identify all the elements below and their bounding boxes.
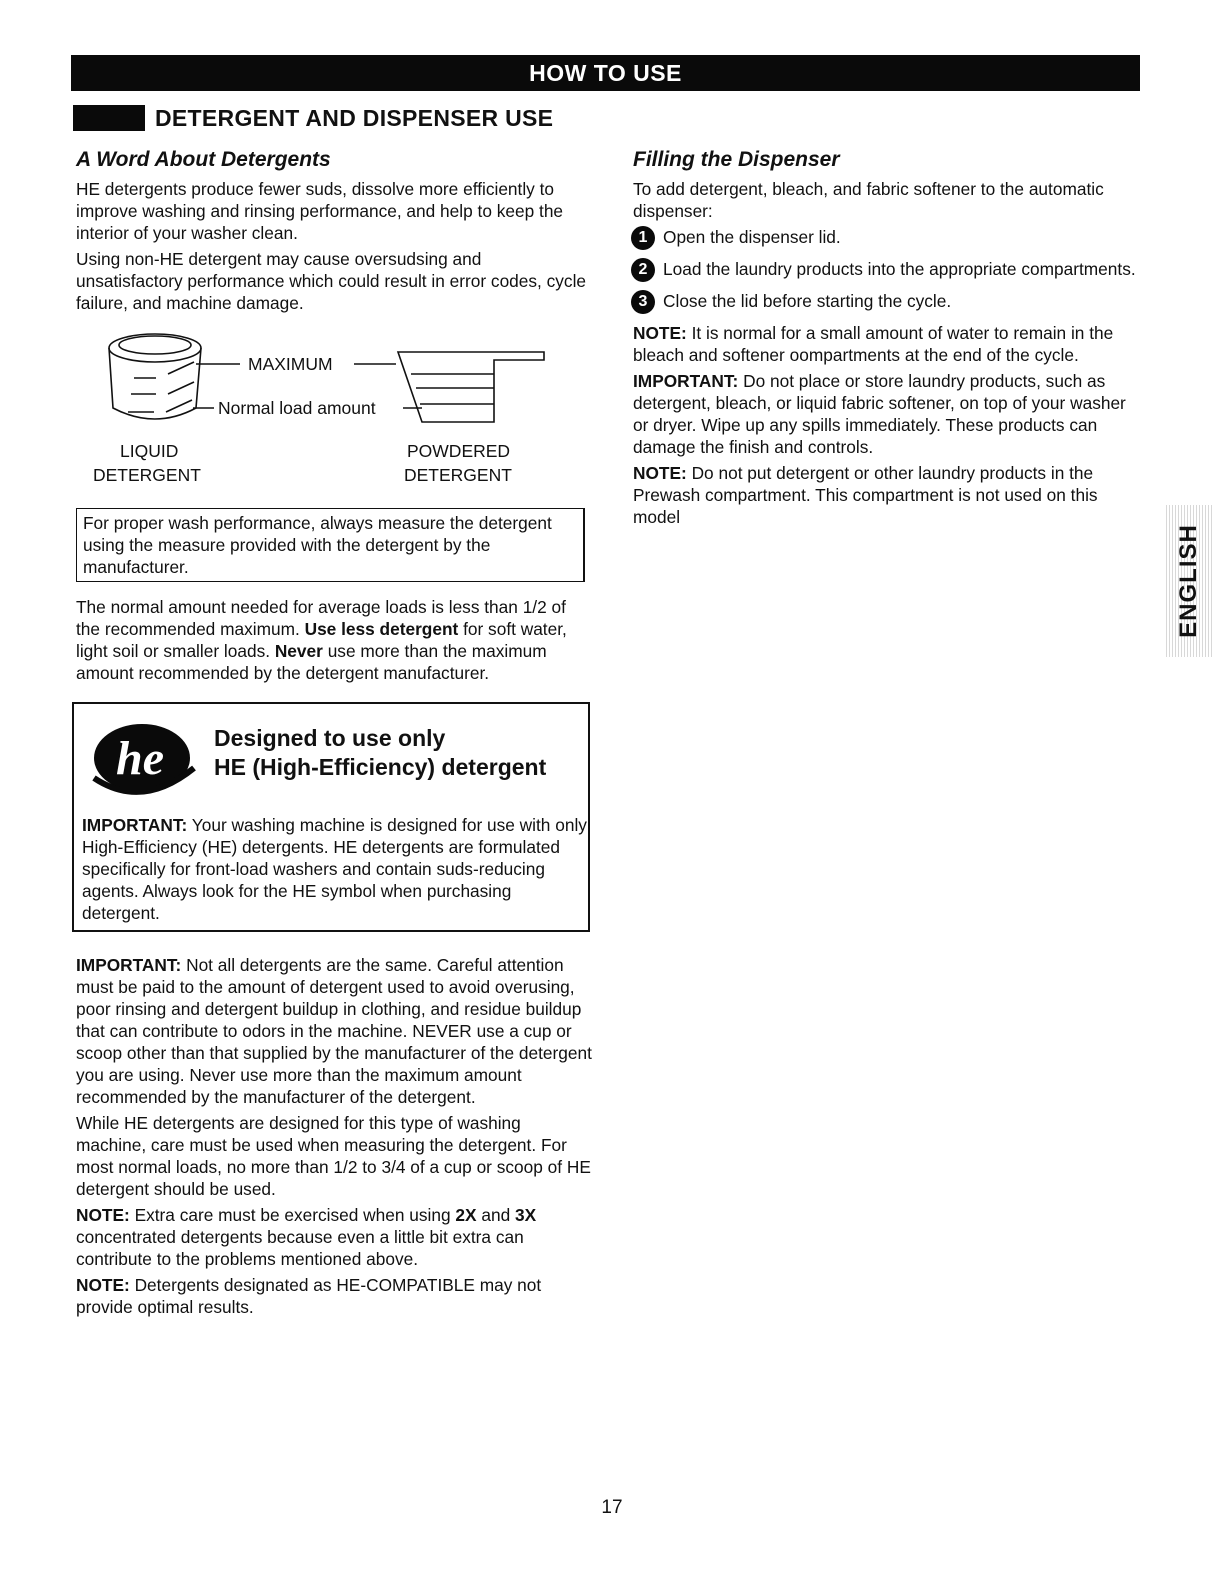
side-tab-label: ENGLISH [1175, 524, 1202, 638]
powdered-label-2: DETERGENT [404, 465, 512, 485]
step-3 [633, 290, 1145, 314]
dispenser-intro: To add detergent, bleach, and fabric softener to the automatic dispenser: [633, 179, 1104, 221]
section-header [73, 104, 553, 132]
page-banner: HOW TO USE [71, 55, 1140, 91]
he-box-title: Designed to use only HE (High-Efficiency) detergent [214, 725, 547, 780]
normal-load-label: Normal load amount [218, 398, 376, 418]
left-column [76, 148, 592, 1322]
step-1 [633, 226, 1145, 250]
liquid-label-1: LIQUID [120, 441, 179, 461]
right-column [633, 148, 1145, 532]
step-number-icon: 3 [631, 290, 655, 314]
note-water-remains: NOTE: It is normal for a small amount of water to remain in the bleach and softener oompartments at the end of the cycle. [633, 323, 1114, 365]
step-number-icon: 1 [631, 226, 655, 250]
important-storage: IMPORTANT: Do not place or store laundry products, such as detergent, bleach, or liquid fabric softener, on top of your washer or dryer. Wipe up any spills immediately. These products can damage the finish and controls. [633, 371, 1126, 457]
liquid-cap-icon [109, 334, 201, 419]
step-2 [633, 258, 1145, 282]
step-text: Close the lid before starting the cycle. [663, 291, 952, 311]
maximum-label: MAXIMUM [248, 354, 333, 374]
detergent-measure-diagram [76, 326, 592, 496]
he-logo-text: he [116, 732, 164, 785]
normal-amount-paragraph: The normal amount needed for average loads is less than 1/2 of the recommended maximum. Use less detergent for soft water, light soil or smaller loads. Never use more than the maximum amount recommended by the detergent manufacturer. [76, 597, 567, 683]
step-text: Load the laundry products into the appropriate compartments. [663, 259, 1136, 279]
powdered-label-1: POWDERED [407, 441, 511, 461]
he-measuring-paragraph: While HE detergents are designed for this type of washing machine, care must be used when measuring the detergent. For most normal loads, no more than 1/2 to 3/4 of a cup or scoop of HE detergent should be used. [76, 1113, 591, 1199]
note-prewash: NOTE: Do not put detergent or other laundry products in the Prewash compartment. This compartment is not used on this model [633, 463, 1098, 527]
detergents-heading: A Word About Detergents [76, 148, 331, 171]
detergents-paragraph-1: HE detergents produce fewer suds, dissolve more efficiently to improve washing and rinsing performance, and help to keep the interior of your washer clean. [76, 179, 564, 243]
liquid-label-2: DETERGENT [93, 465, 201, 485]
page-number: 17 [601, 1497, 623, 1518]
filling-dispenser-heading: Filling the Dispenser [633, 148, 840, 171]
note-he-compatible: NOTE: Detergents designated as HE-COMPATIBLE may not provide optimal results. [76, 1275, 542, 1317]
he-detergent-box [72, 702, 590, 932]
powder-scoop-icon [398, 352, 544, 422]
section-bar [73, 105, 145, 131]
note-concentrated: NOTE: Extra care must be exercised when using 2X and 3X concentrated detergents because even a little bit extra can contribute to the problems mentioned above. [76, 1205, 537, 1269]
step-number-icon: 2 [631, 258, 655, 282]
detergents-paragraph-2: Using non-HE detergent may cause oversudsing and unsatisfactory performance which could result in error codes, cycle failure, and machine damage. [76, 249, 587, 313]
important-all-detergents: IMPORTANT: Not all detergents are the same. Careful attention must be paid to the amount of detergent used to avoid overusing, poor rinsing and detergent buildup in clothing, and residue buildup that can contribute to odors in the machine. NEVER use a cup or scoop other than that supplied by the manufacturer of the detergent you are using. Never use more than the maximum amount recommended by the manufacturer of the detergent. [76, 955, 592, 1107]
measure-notice-box: For proper wash performance, always measure the detergent using the measure provided with the detergent by the manufacturer. [76, 508, 585, 582]
step-text: Open the dispenser lid. [663, 227, 841, 247]
section-title: DETERGENT AND DISPENSER USE [155, 104, 554, 131]
language-side-tab [1166, 505, 1212, 657]
he-logo-icon [88, 718, 200, 798]
he-box-text: IMPORTANT: Your washing machine is designed for use with only High-Efficiency (HE) detergents. HE detergents are formulated specifically for front-load washers and contain suds-reducing agents. Always look for the HE symbol when purchasing detergent. [82, 815, 587, 923]
